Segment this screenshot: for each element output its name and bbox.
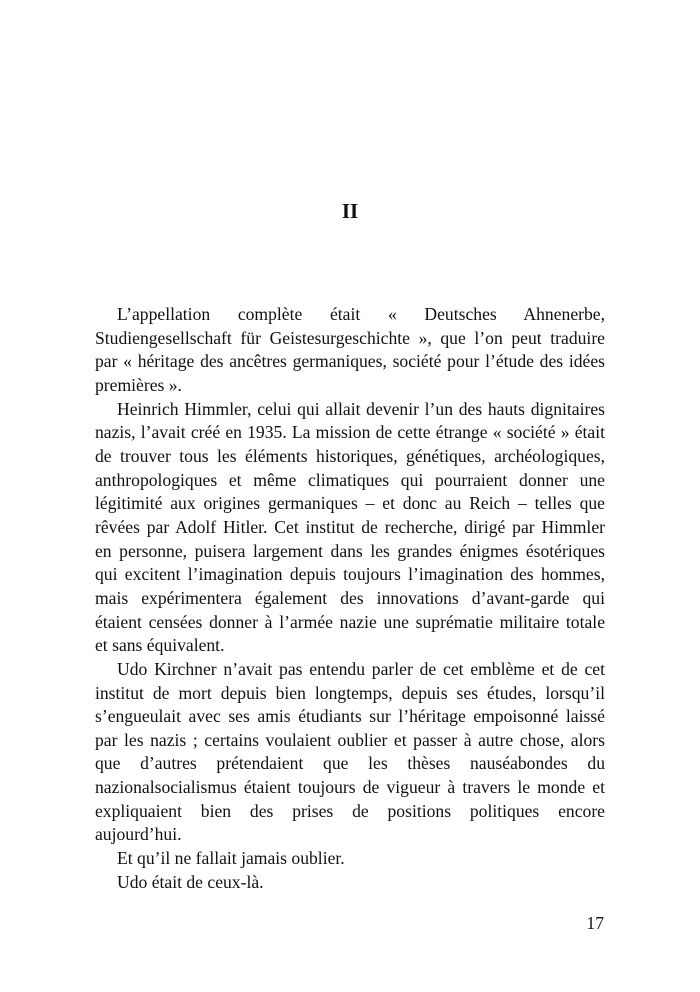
text-line: Udo Kirchner n’avait pas entendu parler de cet emblème et de cet bbox=[117, 658, 605, 679]
text-line: et sans équivalent. bbox=[95, 635, 225, 656]
body-text bbox=[95, 303, 605, 894]
text-line: expliquaient bien des prises de positions politiques encore bbox=[95, 800, 605, 821]
text-line: qui excitent l’imagination depuis toujours l’imagination des hommes, bbox=[95, 564, 605, 585]
text-line: anthropologiques et même climatiques qui pourraient donner une bbox=[95, 469, 605, 490]
paragraph bbox=[95, 303, 605, 398]
text-line: L’appellation complète était « Deutsches Ahnenerbe, bbox=[117, 304, 605, 324]
paragraph bbox=[95, 398, 605, 658]
chapter-title: II bbox=[341, 199, 359, 223]
text-line: que d’autres prétendaient que les thèses nauséabondes du bbox=[95, 753, 605, 774]
text-line: Udo était de ceux-là. bbox=[117, 871, 264, 892]
text-line: par les nazis ; certains voulaient oublier et passer à autre chose, alors bbox=[95, 729, 605, 750]
text-line: mais expérimentera également des innovations d’avant-garde qui bbox=[95, 587, 605, 608]
text-line: légitimité aux origines germaniques – et donc au Reich – telles que bbox=[95, 493, 605, 514]
text-line: Heinrich Himmler, celui qui allait devenir l’un des hauts dignitaires bbox=[117, 398, 605, 419]
paragraph bbox=[95, 871, 605, 895]
text-line: étaient censées donner à l’armée nazie une suprématie militaire totale bbox=[95, 611, 605, 632]
text-line: nazionalsocialismus étaient toujours de vigueur à travers le monde et bbox=[95, 777, 605, 798]
text-line: de trouver tous les éléments historiques, génétiques, archéologiques, bbox=[95, 445, 605, 466]
text-line: Et qu’il ne fallait jamais oublier. bbox=[117, 848, 345, 869]
text-line: aujourd’hui. bbox=[95, 824, 182, 845]
paragraph bbox=[95, 847, 605, 871]
text-line: rêvées par Adolf Hitler. Cet institut de recherche, dirigé par Himmler bbox=[95, 516, 605, 537]
paragraph bbox=[95, 658, 605, 847]
text-line: Studiengesellschaft für Geistesurgeschichte », que l’on peut traduire bbox=[95, 327, 605, 348]
page-number: 17 bbox=[586, 913, 604, 933]
text-line: nazis, l’avait créé en 1935. La mission de cette étrange « société » était bbox=[95, 422, 605, 443]
text-line: s’engueulait avec ses amis étudiants sur l’héritage empoisonné laissé bbox=[95, 706, 605, 727]
text-line: par « héritage des ancêtres germaniques, société pour l’étude des idées bbox=[95, 351, 605, 372]
text-line: en personne, puisera largement dans les grandes énigmes ésotériques bbox=[95, 540, 605, 561]
text-line: institut de mort depuis bien longtemps, depuis ses études, lorsqu’il bbox=[95, 682, 605, 703]
text-line: premières ». bbox=[95, 374, 182, 395]
